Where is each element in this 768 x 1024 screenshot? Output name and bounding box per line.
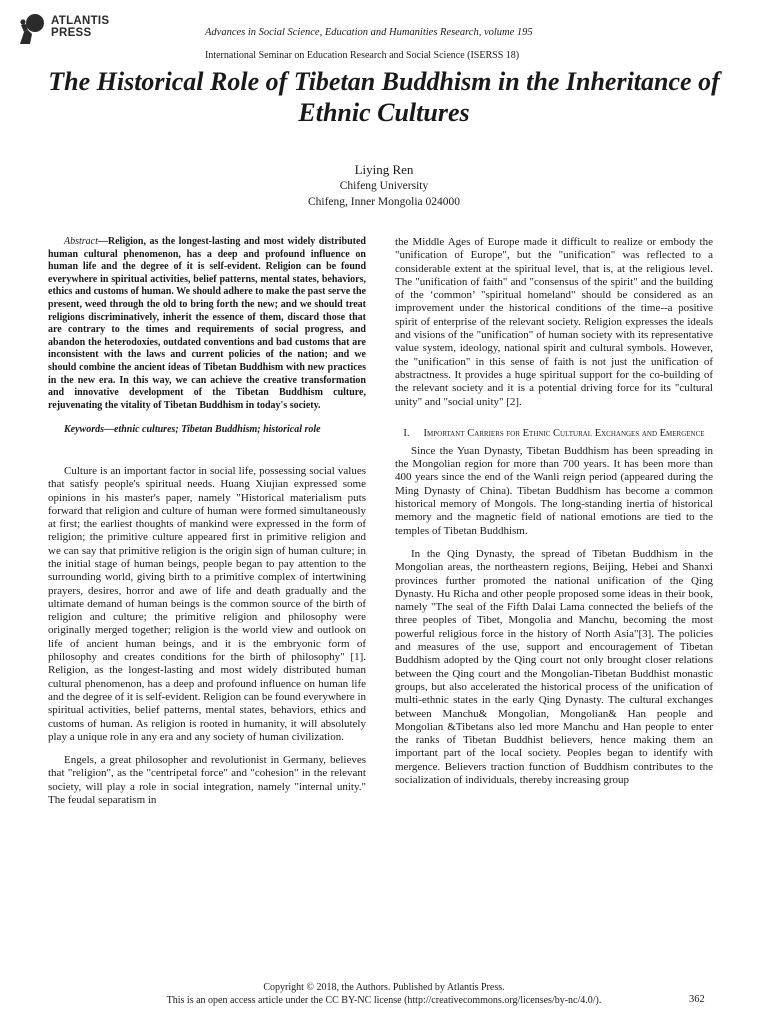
body-paragraph: Culture is an important factor in social life, possessing social values that satisfy people's spiritual needs. Huang Xiujian expressed some opinions in his master's paper, namely "Historical materialism puts forward that religion and culture of human were formed simultaneously at first; the earliest thoughts of mankind were expressed in the form of religion; the primitive culture appeared first in primitive religion and we can say that primitive religion is the origin sign of human culture; in the initial stage of human beings, people began to pay attention to the surrounding world, giving birth to a primitive complex of intertwining prayers, desires, horror and awe of life and death gradually and the ultimate demand of human beings is the common source of the birth of religion and culture; the primitive religion and philosophy were originally merged together; religion is the world view and outlook on life of ancient human beings, and it is the embryonic form of philosophy and creates conditions for the birth of philosophy" [1]. Religion, as the longest-lasting and most widely distributed human cultural phenomenon, has a deep and profound influence on human life and the degree of it is self-evident. Religion can be found everywhere in spiritual activities, belief patterns, mental states, behaviors, ethics and customs of human. As religion is rooted in humanity, it will absolutely play a unique role in any era and any society of human civilization.: [48, 464, 366, 743]
body-paragraph: In the Qing Dynasty, the spread of Tibetan Buddhism in the Mongolian areas, the northeastern regions, Beijing, Hebei and Shanxi provinces further promoted the national unification of the Qing Dynasty. Hu Richa and other people proposed some ideas in their book, namely "The seal of the Fifth Dalai Lama connected the beliefs of the three peoples of Tibet, Mongolia and Manchu, becoming the most powerful religious force in the history of North Asia"[3]. The policies and measures of the use, support and encouragement of Tibetan Buddhism adopted by the Qing court not only brought closer relations between the Qing court and the Mongolian-Tibetan Buddhist monastic groups, but also accelerated the historical process of the unification of multi-ethnic states in the early Qing Dynasty. The cultural exchanges between Manchu& Mongolian, Mongolian& Han people and Mongolian &Tibetans also led more Manchu and Han people to enter the ranks of Tibetan Buddhist believers, hence making them an important part of the local society. Peoples began to identify with mergence. Believers traction function of Buddhism contributes to the socialization of individuals, thereby increasing group: [395, 547, 713, 786]
page-number: 362: [689, 994, 705, 1005]
abstract: [48, 236, 366, 412]
atlas-figure-icon: [14, 12, 48, 46]
author-name: Liying Ren: [354, 162, 414, 177]
conference-header: International Seminar on Education Research and Social Science (ISERSS 18): [205, 50, 520, 61]
publisher-name: [51, 15, 109, 39]
license-notice: This is an open access article under the CC BY-NC license (http://creativecommons.org/licenses/by-nc/4.0/).: [166, 995, 602, 1006]
body-paragraph: Since the Yuan Dynasty, Tibetan Buddhism has been spreading in the Mongolian region for more than 700 years. It has been more than 400 years since the end of the Wanli reign period (appeared during the Ming Dynasty of China). Tibetan Buddhism has become a common historical memory of Mongols. The long-standing inertia of historical memory and the magnetic field of national emotions are tied to the temples of Tibetan Buddhism.: [395, 444, 713, 537]
publisher-name-line1: ATLANTIS: [51, 15, 110, 27]
section-title: Important Carriers for Ethnic Cultural Exchanges and Emergence: [423, 427, 705, 439]
publisher-logo: [8, 10, 118, 48]
author-affiliation: Chifeng University: [339, 180, 429, 192]
section-number: I.: [403, 427, 410, 439]
paper-title: The Historical Role of Tibetan Buddhism in the Inheritance of Ethnic Cultures: [48, 67, 720, 127]
body-paragraph: the Middle Ages of Europe made it difficult to realize or embody the "unification of Europe", but the "unification" was reflected to a considerable extent at the spiritual level, that is, at the religious level. The "unification of faith" and "consensus of the spirit" and the building of the ‘common’ "spiritual homeland" should be considered as an improvement under the historical conditions of the time--a positive spirit of enterprise of the relevant society. Religion expresses the ideals and visions of the "unification" of human society with its representative value system, ideology, national spirit and cultural symbols. However, the "unification" in this sense of faith is not just the unification of abstractness. It provides a huge spiritual support for the co-building of the relevant society and it is a potential driving force for its "cultural unity" and "social unity" [2].: [395, 236, 713, 408]
series-header: Advances in Social Science, Education and Humanities Research, volume 195: [205, 27, 533, 38]
right-column: [395, 236, 713, 787]
abstract-label: Abstract: [64, 236, 98, 247]
left-column: [48, 236, 366, 807]
footer: [0, 981, 768, 1007]
author-address: Chifeng, Inner Mongolia 024000: [307, 196, 461, 208]
publisher-name-line2: PRESS: [51, 27, 92, 39]
author-block: [0, 162, 768, 210]
copyright-notice: Copyright © 2018, the Authors. Published by Atlantis Press.: [263, 982, 505, 993]
section-heading: [395, 427, 713, 440]
keywords: Keywords—ethnic cultures; Tibetan Buddhism; historical role: [64, 424, 321, 436]
abstract-text: —Religion, as the longest-lasting and most widely distributed human cultural phenomenon, has a deep and profound influence on human life and the degree of it is self-evident. Religion can be found everywhere in spiritual activities, belief patterns, mental states, behaviors, ethics and customs of human. We should adhere to make the past serve the present, weed through the old to bring forth the new; and we should treat religions discriminatively, inherit the essence of them, discard those that are contrary to the times and requirements of social progress, and abandon the heterodoxies, outdated conventions and bad customs that are inconsistent with the laws and current policies of the nation; and we should combine the ancient ideas of Tibetan Buddhism with new practices in the new era. In this way, we can achieve the creative transformation and innovative development of the Tibetan Buddhism culture, rejuvenating the vitality of Tibetan Buddhism in today's society.: [48, 236, 366, 411]
body-paragraph: Engels, a great philosopher and revolutionist in Germany, believes that "religion", as the "centripetal force" and "cohesion" in the relevant society, will play a role in social integration, namely "internal unity." The feudal separatism in: [48, 754, 366, 807]
